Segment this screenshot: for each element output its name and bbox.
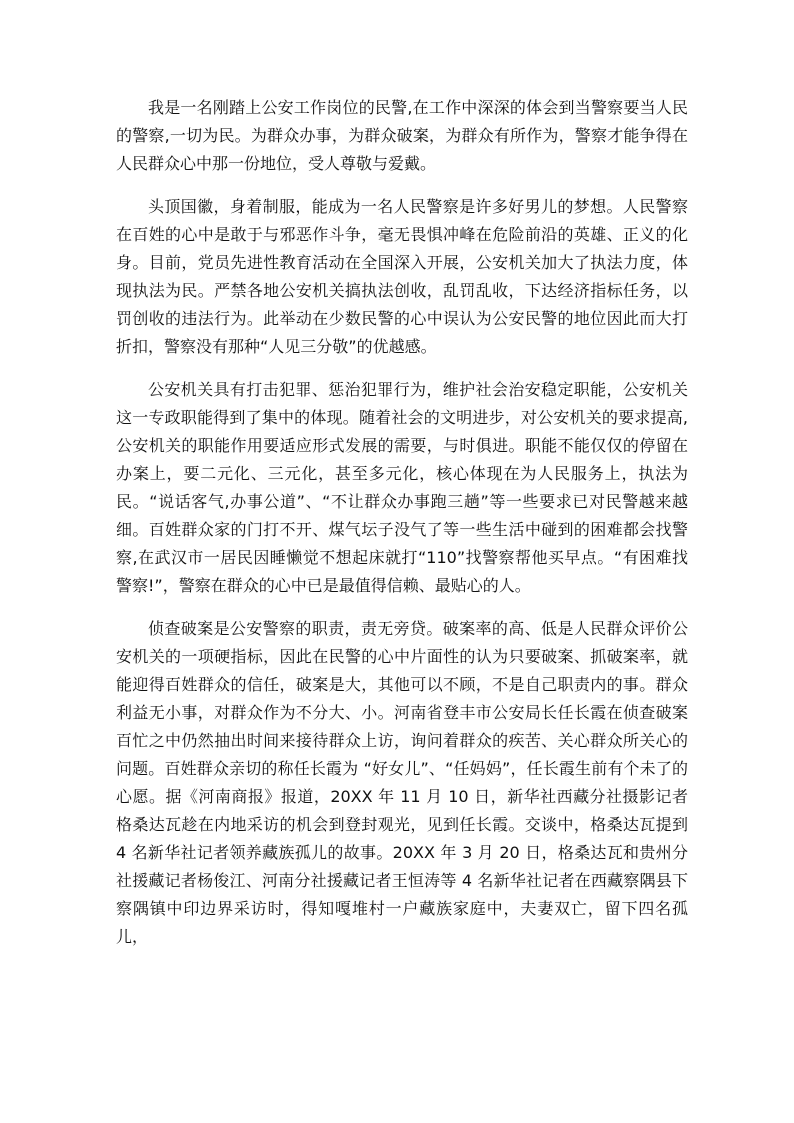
paragraph-1: 我是一名刚踏上公安工作岗位的民警,在工作中深深的体会到当警察要当人民的警察,一切为民。为群众办事，为群众破案，为群众有所作为，警察才能争得在人民群众心中那一份地位，受人尊敬与爱戴。: [116, 98, 688, 173]
paragraph-3: 公安机关具有打击犯罪、惩治犯罪行为，维护社会治安稳定职能，公安机关这一专政职能得到了集中的体现。随着社会的文明进步，对公安机关的要求提高,公安机关的职能作用要适应形式发展的需要，与时俱进。职能不能仅仅的停留在办案上，要二元化、三元化，甚至多元化，核心体现在为人民服务上，执法为民。“说话客气,办事公道”、“不让群众办事跑三趟”等一些要求已对民警越来越细。百姓群众家的门打不开、煤气坛子没气了等一些生活中碰到的困难都会找警察,在武汉市一居民因睡懒觉不想起床就打“110”找警察帮他买早点。“有困难找警察!”，警察在群众的心中已是最值得信赖、最贴心的人。: [116, 380, 688, 595]
paragraph-4: 侦查破案是公安警察的职责，责无旁贷。破案率的高、低是人民群众评价公安机关的一项硬指标，因此在民警的心中片面性的认为只要破案、抓破案率，就能迎得百姓群众的信任，破案是大，其他可以不顾，不是自己职责内的事。群众利益无小事，对群众作为不分大、小。河南省登丰市公安局长任长霞在侦查破案百忙之中仍然抽出时间来接待群众上访，询问着群众的疾苦、关心群众所关心的问题。百姓群众亲切的称任长霞为 “好女儿”、“任妈妈”，任长霞生前有个未了的心愿。据《河南商报》报道，20XX 年 11 月 10 日，新华社西藏分社摄影记者格桑达瓦趁在内地采访的机会到登封观光，见到任长霞。交谈中，格桑达瓦提到 4 名新华社记者领养藏族孤儿的故事。20XX 年 3 月 20 日，格桑达瓦和贵州分社援藏记者杨俊江、河南分社援藏记者王恒涛等 4 名新华社记者在西藏察隅县下察隅镇中印边界采访时，得知嘎堆村一户藏族家庭中，夫妻双亡，留下四名孤儿，: [116, 619, 688, 946]
document-body: [116, 94, 688, 966]
paragraph-2: 头顶国徽，身着制服，能成为一名人民警察是许多好男儿的梦想。人民警察在百姓的心中是敢于与邪恶作斗争，毫无畏惧冲峰在危险前沿的英雄、正义的化身。目前，党员先进性教育活动在全国深入开展，公安机关加大了执法力度，体现执法为民。严禁各地公安机关搞执法创收，乱罚乱收，下达经济指标任务，以罚创收的违法行为。此举动在少数民警的心中误认为公安民警的地位因此而大打折扣，警察没有那种“人见三分敬”的优越感。: [116, 197, 688, 356]
